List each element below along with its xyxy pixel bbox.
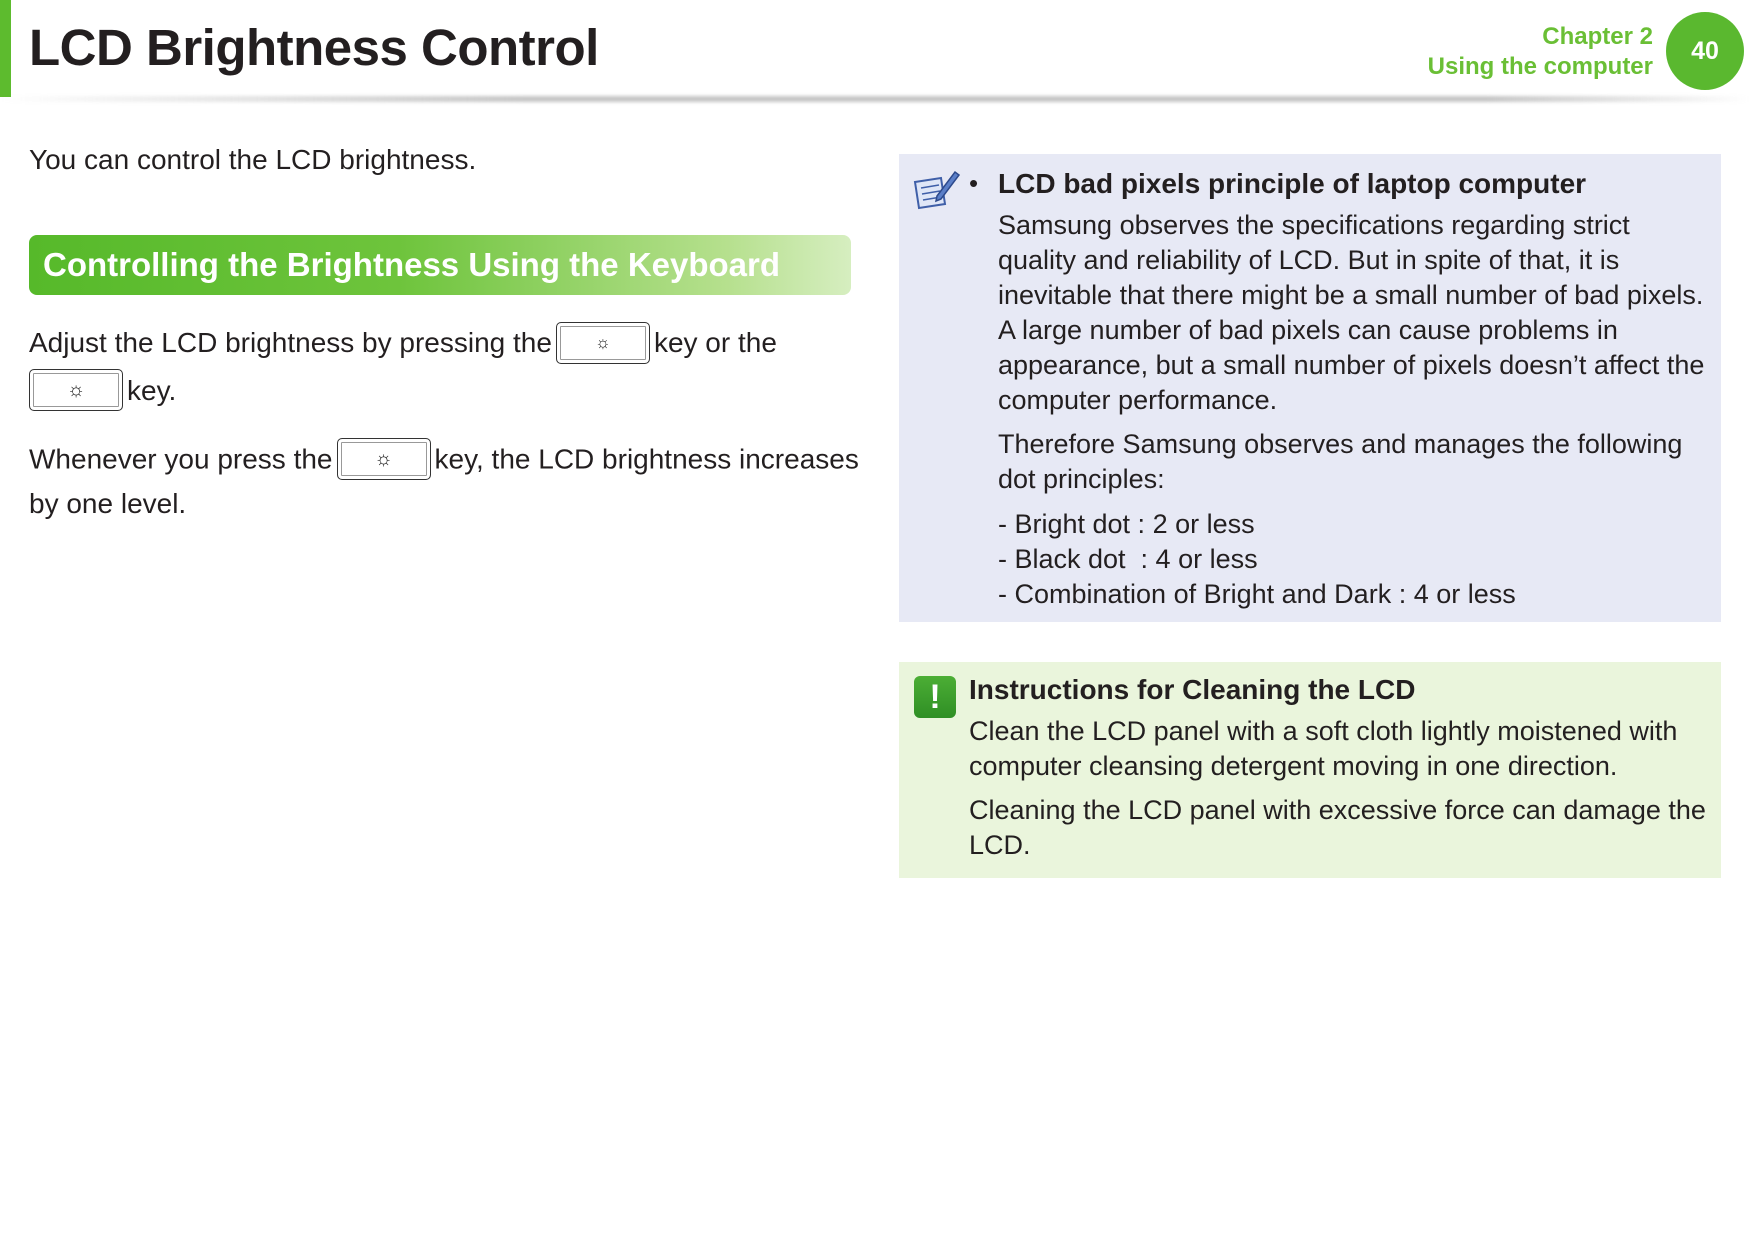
- page-number-badge: 40: [1666, 12, 1744, 90]
- note-pencil-icon: [911, 168, 961, 214]
- list-item: - Combination of Bright and Dark : 4 or less: [998, 579, 1516, 609]
- paragraph-text: key, the LCD brightness increases by one level.: [29, 443, 859, 519]
- brightness-paragraph-2: [29, 438, 859, 524]
- brightness-up-key: [337, 438, 431, 480]
- caution-paragraph: Cleaning the LCD panel with excessive force can damage the LCD.: [969, 795, 1706, 860]
- note-paragraph: Therefore Samsung observes and manages the following dot principles:: [998, 429, 1683, 494]
- exclamation-icon: !: [914, 676, 956, 718]
- section-title: Controlling the Brightness Using the Keyboard: [43, 246, 781, 283]
- sun-large-icon: ☼: [374, 448, 393, 470]
- caution-heading: Instructions for Cleaning the LCD: [969, 674, 1416, 705]
- note-paragraph: Samsung observes the specifications regarding strict quality and reliability of LCD. But in spite of that, it is inevitable that there might be a small number of bad pixels. A large number of bad pixels can cause problems in appearance, but a small number of pixels doesn’t affect the computer performance.: [998, 210, 1705, 415]
- list-item: - Black dot : 4 or less: [998, 544, 1258, 574]
- note-heading: LCD bad pixels principle of laptop computer: [998, 168, 1587, 199]
- note-box: [899, 154, 1721, 622]
- section-header: [29, 235, 851, 295]
- chapter-label: [1428, 22, 1653, 82]
- paragraph-text: key or the: [653, 327, 777, 358]
- chapter-number: Chapter 2: [1542, 23, 1653, 50]
- bullet: •: [969, 168, 979, 198]
- title-divider: [0, 96, 1749, 102]
- sun-large-icon: ☼: [66, 379, 86, 402]
- paragraph-text: Adjust the LCD brightness by pressing the: [29, 327, 552, 358]
- list-item: - Bright dot : 2 or less: [998, 509, 1255, 539]
- brightness-up-key: [29, 369, 123, 411]
- brightness-paragraph-1: [29, 320, 859, 415]
- chapter-subtitle: Using the computer: [1427, 53, 1653, 80]
- paragraph-text: key.: [127, 374, 177, 406]
- intro-text: You can control the LCD brightness.: [29, 144, 477, 175]
- caution-content: [969, 670, 1714, 863]
- caution-box: [899, 662, 1721, 878]
- header-accent-bar: [0, 0, 11, 97]
- brightness-down-key: [556, 322, 650, 364]
- caution-paragraph: Clean the LCD panel with a soft cloth lightly moistened with computer cleansing detergent moving in one direction.: [969, 716, 1678, 781]
- sun-small-icon: ☼: [595, 332, 611, 352]
- dot-principles-list: [998, 507, 1713, 612]
- paragraph-text: Whenever you press the: [29, 443, 333, 475]
- note-content: [998, 164, 1713, 612]
- page-title: LCD Brightness Control: [29, 19, 599, 76]
